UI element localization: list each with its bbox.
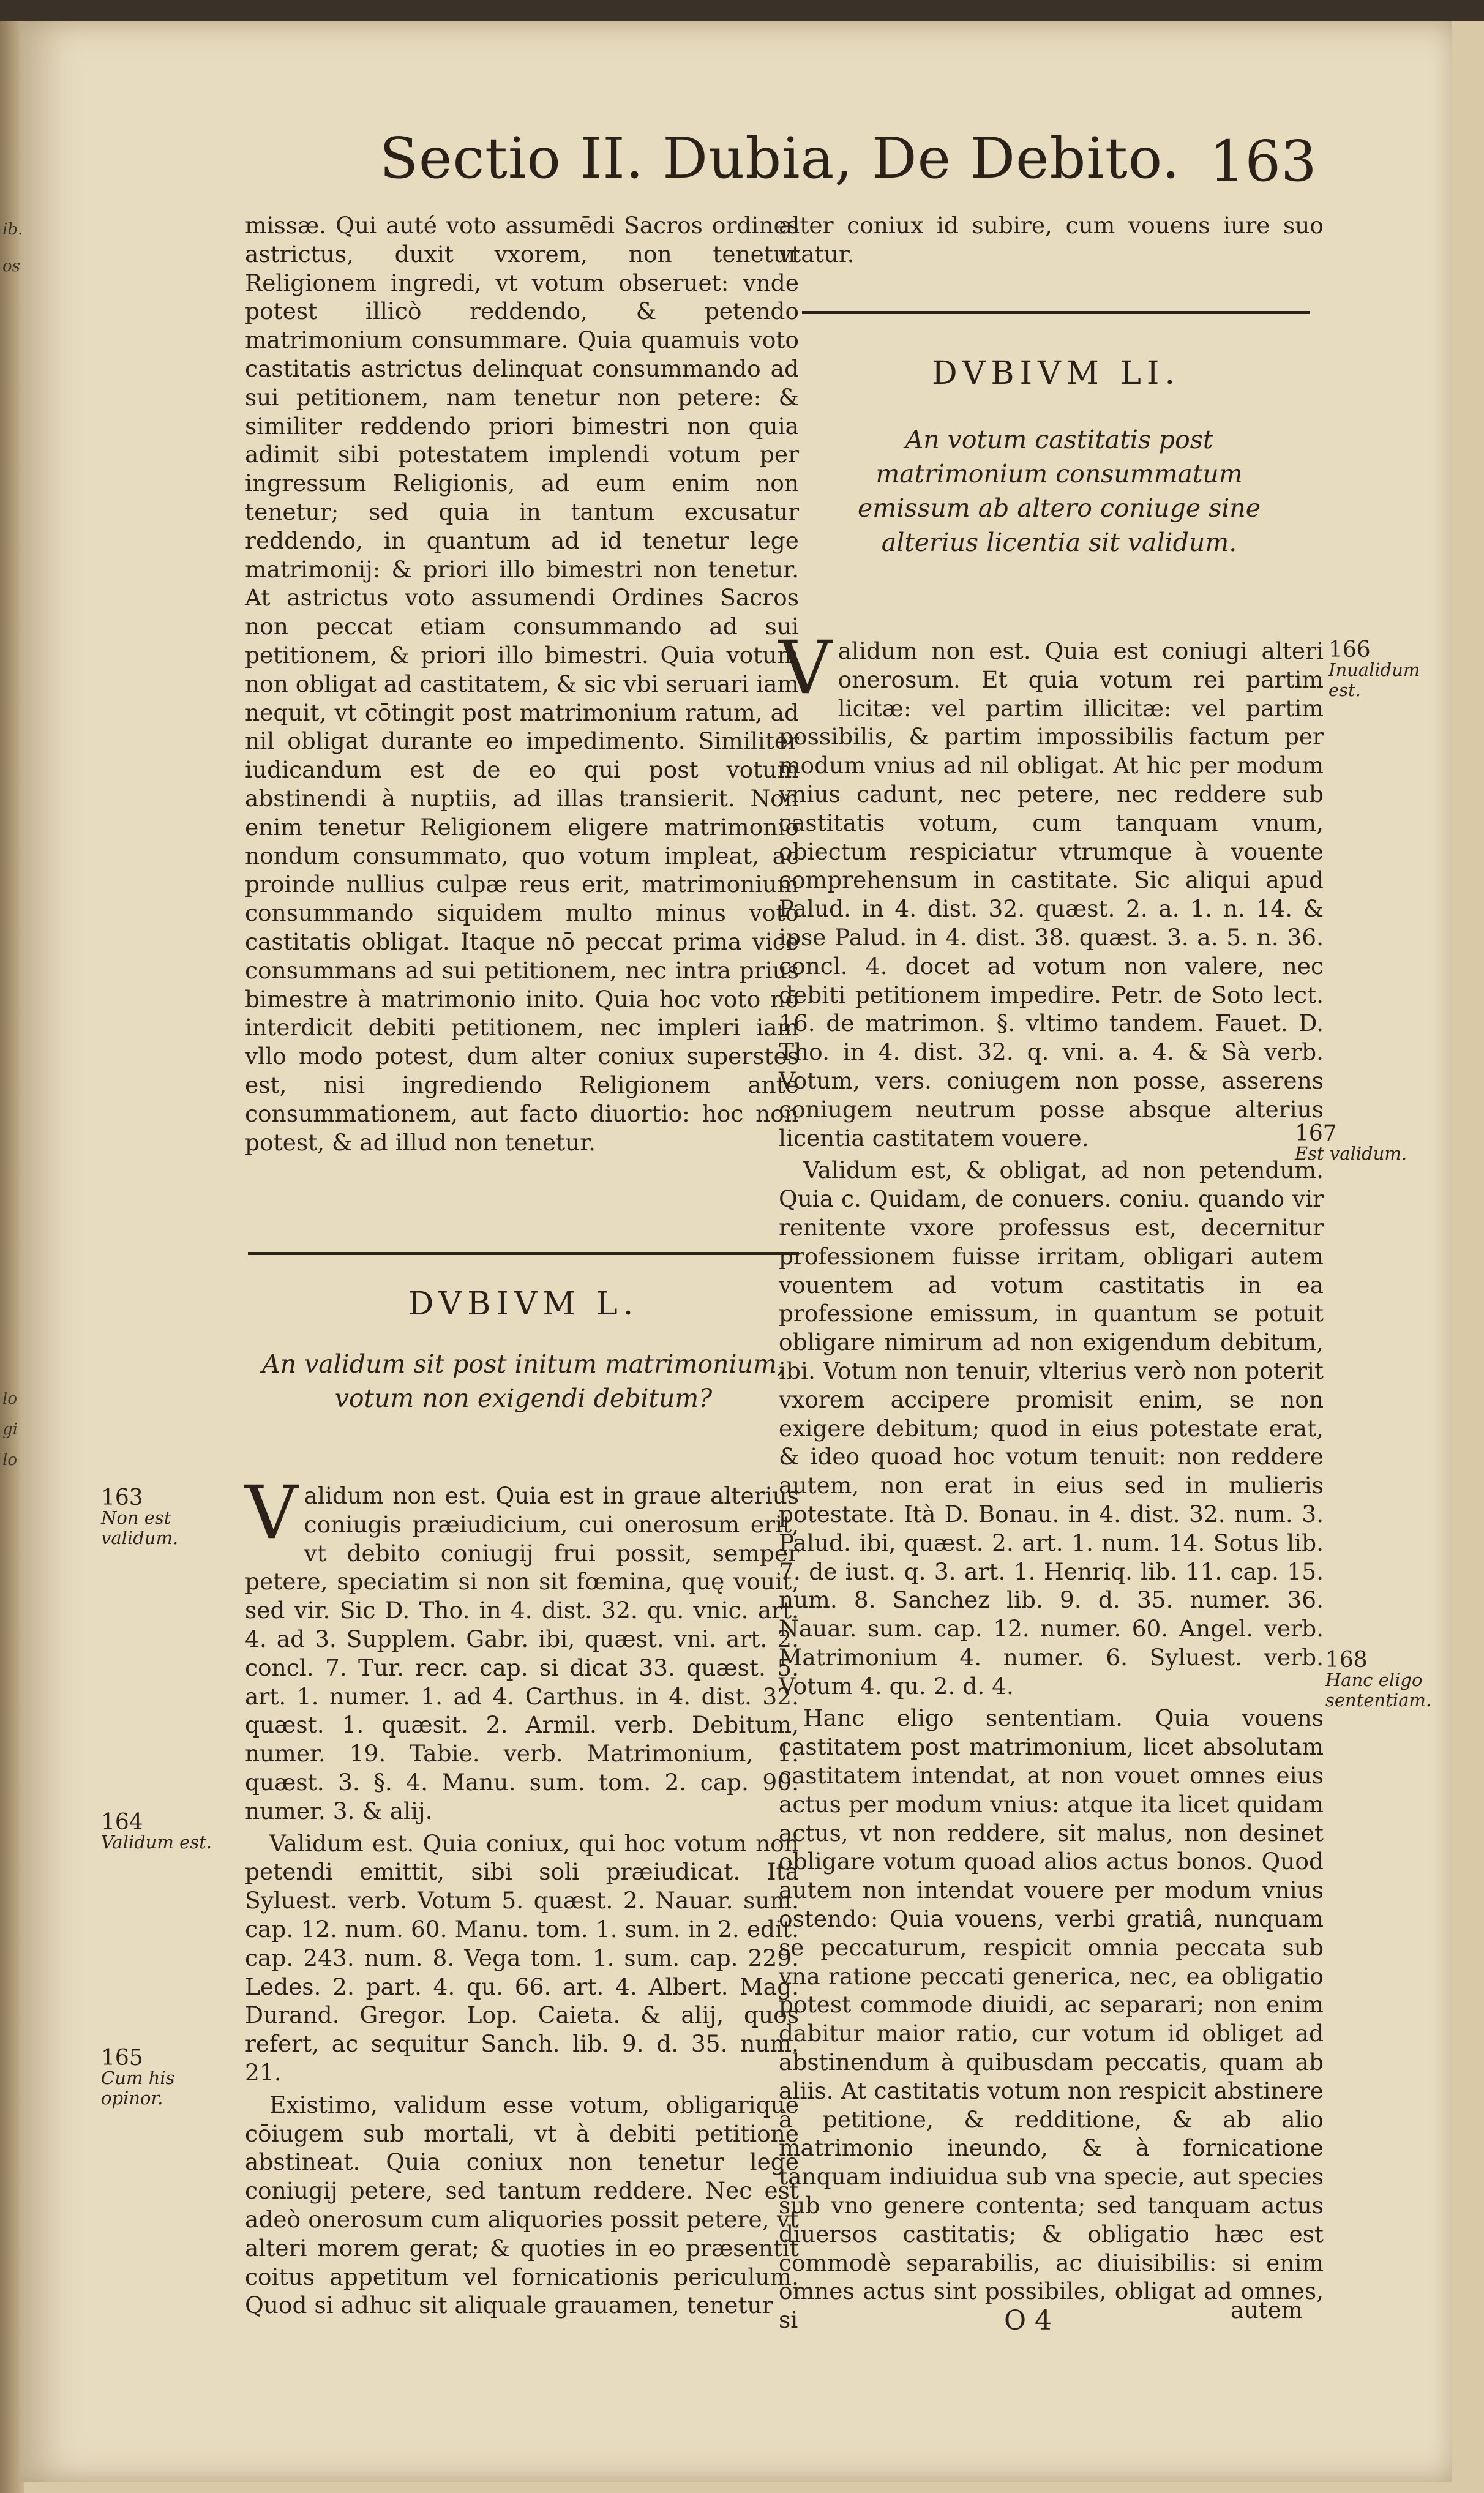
dubium-heading-li: DVBIVM LI. xyxy=(931,355,1180,392)
paragraph-text: alidum non est. Quia est coniugi alteri onerosum. Et quia votum rei partim licitæ: vel partim illicitæ: vel partim possibilis, & partim impossibilis factum per modum vnius ad nil obligat. At hic per modum vnius cadunt, nec petere, nec reddere sub castitatis votum, cum tanquam vnum, obiectum respiciatur vtrumque à vouente comprehensum in castitate. Sic aliqui apud Palud. in 4. dist. 32. quæst. 2. a. 1. n. 14. & ipse Palud. in 4. dist. 38. quæst. 3. a. 5. n. 36. concl. 4. docet ad votum non valere, nec debiti petitionem impedire. Petr. de Soto lect. 16. de matrimon. §. vltimo tandem. Fauet. D. Tho. in 4. dist. 32. q. vni. a. 4. & Sà verb. Votum, vers. coniugem non posse, asserens coniugem neutrum posse absque alterius licentia castitatem vouere. xyxy=(779,637,1324,1152)
page-number: 163 xyxy=(1209,129,1317,194)
paragraph-168: Hanc eligo sententiam. Quia vouens castitatem post matrimonium, licet absolutam castitatem intendat, at non vouet omnes eius actus per modum vnius: atque ita licet quidam actus, vt non reddere, sit malus, non desinet obligare votum quoad alios actus bonos. Quod autem non intendat vouere per modum vnius ostendo: Quia vouens, verbi gratiâ, nunquam se peccaturum, respicit omnia peccata sub vna ratione peccati generica, nec, ea obligatio potest commode diuidi, ac separari; non enim dabitur maior ratio, cur votum id obliget ad abstinendum à quibusdam peccatis, quam ab aliis. At castitatis votum non respicit abstinere à petitione, & redditione, & ab alio matrimonio ineundo, & à fornicatione tanquam indiuidua sub vna specie, aut species sub vno genere contenta; sed tanquam actus diuersos castitatis; & obligatio hæc est commodè separabilis, ac diuisibilis: si enim omnes actus sint possibiles, obligat ad omnes, si xyxy=(779,1704,1324,2334)
catchword: autem xyxy=(1231,2297,1303,2323)
paragraph-text: alidum non est. Quia est in graue alterius coniugis præiudicium, cui onerosum erit, vt debito coniugij frui possit, semper petere, speciatim si non sit fœmina, quę vouit, sed vir. Sic D. Tho. in 4. dist. 32. qu. vnic. art. 4. ad 3. Supplem. Gabr. ibi, quæst. vni. art. 2. concl. 7. Tur. recr. cap. si dicat 33. quæst. 5. art. 1. numer. 1. ad 4. Carthus. in 4. dist. 32. quæst. 1. quæsit. 2. Armil. verb. Debitum, numer. 19. Tabie. verb. Matrimonium, 1. quæst. 3. §. 4. Manu. sum. tom. 2. cap. 90. numer. 3. & alij. xyxy=(245,1482,799,1824)
facing-page-fragment: lo xyxy=(2,1451,17,1469)
section-rule xyxy=(802,311,1310,314)
signature-mark: O 4 xyxy=(1004,2305,1052,2336)
paragraph-165: Existimo, validum esse votum, obligarique cōiugem sub mortali, vt à debiti petitione abstineat. Quia coniux non tenetur lege coniugij petere, sed tantum reddere. Nec est adeò onerosum cum aliquories possit petere, vt alteri morem gerat; & quoties in eo præsentit coitus appetitum vel fornicationis periculum. Quod si adhuc sit aliquale grauamen, tenetur xyxy=(245,2091,799,2319)
left-column-continuation xyxy=(245,211,799,1157)
paragraph: missæ. Qui auté voto assumēdi Sacros ordines astrictus, duxit vxorem, non tenetur Religionem ingredi, vt votum obseruet: vnde potest illicò reddendo, & petendo matrimonium consummare. Quia quamuis voto castitatis astrictus delinquat consummando ad sui petitionem, nam tenetur non petere: & similiter reddendo priori bimestri non quia adimit sibi potestatem implendi votum per ingressum Religionis, ad eum enim non tenetur; sed quia in tantum excusatur reddendo, in quantum ad id tenetur lege matrimonij: & priori illo bimestri non tenetur. At astrictus voto assumendi Ordines Sacros non peccat etiam consummando ad sui petitionem, & priori illo bimestri. Quia votum non obligat ad castitatem, & sic vbi seruari iam nequit, vt cōtingit post matrimonium ratum, ad nil obligat durante eo impedimento. Similiter iudicandum est de eo qui post votum abstinendi à nuptiis, ad illas transierit. Non enim tenetur Religionem eligere matrimonio nondum consummato, quo votum impleat, ac proinde nullius culpæ reus erit, matrimonium consummando siquidem multo minus voto castitatis obligat. Itaque nō peccat prima vice consummans ad sui petitionem, nec intra prius bimestre à matrimonio inito. Quia hoc voto nō interdicit debiti petitionem, nec impleri iam vllo modo potest, dum alter coniux superstes est, nisi ingrediendo Religionem ante consummationem, aut facto diuortio: hoc non potest, & ad illud non tenetur. xyxy=(245,212,799,1156)
drop-cap: V xyxy=(245,1471,298,1556)
margin-note-164: 164 Validum est. xyxy=(101,1810,212,1853)
left-column-body xyxy=(245,1471,799,2320)
margin-note-168: 168 Hanc eligo sententiam. xyxy=(1325,1648,1432,1711)
margin-note-166: 166 Inualidum est. xyxy=(1328,637,1420,700)
facing-page-fragment: os xyxy=(2,257,20,276)
right-column-continuation xyxy=(779,211,1324,269)
drop-cap: V xyxy=(779,626,832,711)
right-column-body xyxy=(779,626,1324,2334)
dubium-question-l: An validum sit post initum matrimonium, votum non exigendi debitum? xyxy=(262,1349,785,1413)
margin-note-165: 165 Cum his opinor. xyxy=(101,2045,175,2109)
paragraph: alter coniux id subire, cum vouens iure suo vtatur. xyxy=(779,212,1324,268)
dubium-heading-l: DVBIVM L. xyxy=(408,1286,639,1322)
facing-page-fragment: gi xyxy=(2,1420,18,1439)
facing-page-fragment: lo xyxy=(2,1390,17,1408)
top-scan-strip xyxy=(0,0,1484,21)
dubium-question-li: An votum castitatis post matrimonium consummatum emissum ab altero coniuge sine alterius licentia sit validum. xyxy=(858,425,1261,557)
paragraph-167: Validum est, & obligat, ad non petendum. Quia c. Quidam, de conuers. coniu. quando vir renitente vxore professus est, decernitur professionem fuisse irritam, obligari autem vouentem ad votum castitatis in ea professione emissum, in quantum se potuit obligare nimirum ad non exigendum debitum, ibi. Votum non tenuir, vlterius verò non poterit vxorem accipere promisit enim, se non exigere debitum; quod in eius potestate erat, & ideo quoad hoc votum tenuit: non reddere autem, non erat in eius sed in mulieris potestate. Ità D. Bonau. in 4. dist. 32. num. 3. Palud. ibi, quæst. 2. art. 1. num. 14. Sotus lib. 7. de iust. q. 3. art. 1. Henriq. lib. 11. cap. 15. num. 8. Sanchez lib. 9. d. 35. numer. 36. Nauar. sum. cap. 12. numer. 60. Angel. verb. Matrimonium 4. numer. 6. Syluest. verb. Votum 4. qu. 2. d. 4. xyxy=(779,1157,1324,1700)
margin-note-163: 163 Non est validum. xyxy=(101,1485,179,1548)
paragraph-163 xyxy=(245,1471,799,1826)
paragraph-164: Validum est. Quia coniux, qui hoc votum non petendi emittit, sibi soli præiudicat. Ità Syluest. verb. Votum 5. quæst. 2. Nauar. sum. cap. 12. num. 60. Manu. tom. 1. sum. in 2. edit. cap. 243. num. 8. Vega tom. 1. sum. cap. 229. Ledes. 2. part. 4. qu. 66. art. 4. Albert. Mag. Durand. Gregor. Lop. Caieta. & alij, quos refert, ac sequitur Sanch. lib. 9. d. 35. num. 21. xyxy=(245,1829,799,2086)
facing-page-fragment: ib. xyxy=(2,220,23,239)
section-rule xyxy=(248,1252,799,1255)
paragraph-166 xyxy=(779,626,1324,1152)
margin-note-167: 167 Est validum. xyxy=(1295,1121,1407,1164)
running-title: Sectio II. Dubia, De Debito. xyxy=(380,126,1180,191)
